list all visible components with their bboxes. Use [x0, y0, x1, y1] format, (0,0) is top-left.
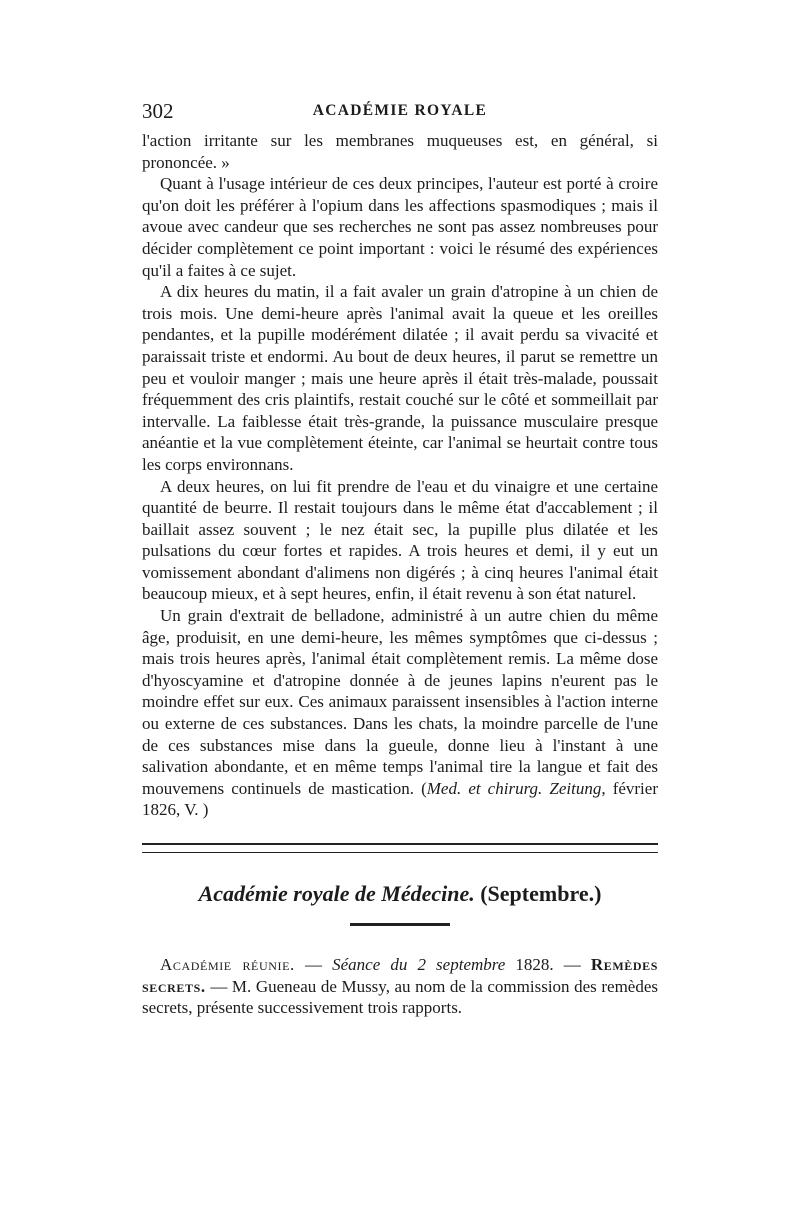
report-year: 1828.: [505, 955, 554, 974]
section-heading: [142, 879, 658, 909]
paragraph-belladone-text: Un grain d'extrait de belladone, administré à un autre chien du même âge, produisit, en une demi-heure, les mêmes symptômes que ci-dessus ; mais trois heures après, l'animal était complètement remis. La même dose d'hyoscyamine et d'atropine donnée à de jeunes lapins n'eurent pas le moindre effet sur eux. Ces animaux paraissent insensibles à l'action interne ou externe de ces substances. Dans les chats, la moindre parcelle de l'une de ces substances mise dans la gueule, donne lieu à l'instant à une salivation abondante, et en même temps l'animal tire la langue et fait des mouvemens continuels de mastication.: [142, 606, 658, 798]
report-session: Séance du 2 septembre: [332, 955, 506, 974]
running-title: ACADÉMIE ROYALE: [312, 102, 488, 119]
section-divider: [142, 843, 658, 853]
paragraph-continued: l'action irritante sur les membranes muqueuses est, en général, si prononcée. »: [142, 131, 658, 172]
section-title: Académie royale de Médecine.: [198, 881, 475, 906]
report-dash-2: —: [553, 955, 591, 974]
report-dash-3: —: [205, 976, 232, 996]
citation-open: (: [421, 778, 427, 798]
running-head: [142, 96, 658, 130]
report-topic: Remèdes secrets.: [142, 955, 659, 996]
report-paragraph: [142, 954, 658, 1019]
paragraph-atropine-experiment: A dix heures du matin, il a fait avaler un grain d'atropine à un chien de trois mois. Une demi-heure après l'animal avait la queue et les oreilles pendantes, et la pupille modérément dilatée ; il avait perdu sa vivacité et paraissait triste et endormi. Au bout de deux heures, il parut se remettre un peu et vouloir manger ; mais une heure après il était très-malade, poussait fréquemment des cris plaintifs, restait couché sur le côté et sommeillait par intervalle. La faiblesse était très-grande, la puissance musculaire presque anéantie et la vue complètement éteinte, car l'animal se heurtait contre tous les corps environnans.: [142, 282, 658, 474]
paragraph-belladone: [142, 605, 658, 821]
report-text: M. Gueneau de Mussy, au nom de la commission des remèdes secrets, présente successivement trois rapports.: [142, 976, 659, 1018]
report-label: Académie réunie.: [160, 955, 295, 974]
page-number: 302: [142, 99, 174, 123]
report-dash-1: —: [294, 955, 333, 974]
short-rule: [350, 923, 450, 926]
paragraph-internal-use: Quant à l'usage intérieur de ces deux principes, l'auteur est porté à croire qu'on doit les préférer à l'opium dans les affections spasmodiques ; mais il avoue avec candeur que ses recherches ne sont pas assez nombreuses pour décider complètement ce point important : voici le résumé des expériences qu'il a faites à ce sujet.: [142, 174, 658, 280]
book-page: [142, 96, 658, 1019]
paragraph-recovery: A deux heures, on lui fit prendre de l'eau et du vinaigre et une certaine quantité de beurre. Il restait toujours dans le même état d'accablement ; il baillait assez souvent ; le nez était sec, la pupille plus dilatée et les pulsations du cœur fortes et rapides. A trois heures et demi, il y eut un vomissement abondant d'alimens non digérés ; à cinq heures l'animal était beaucoup mieux, et à sept heures, enfin, il était revenu à son état naturel.: [142, 476, 658, 604]
citation-date: , février 1826, V. ): [142, 778, 658, 820]
section-month: (Septembre.): [480, 881, 602, 906]
citation-journal: Med. et chirurg. Zeitung: [426, 778, 602, 798]
